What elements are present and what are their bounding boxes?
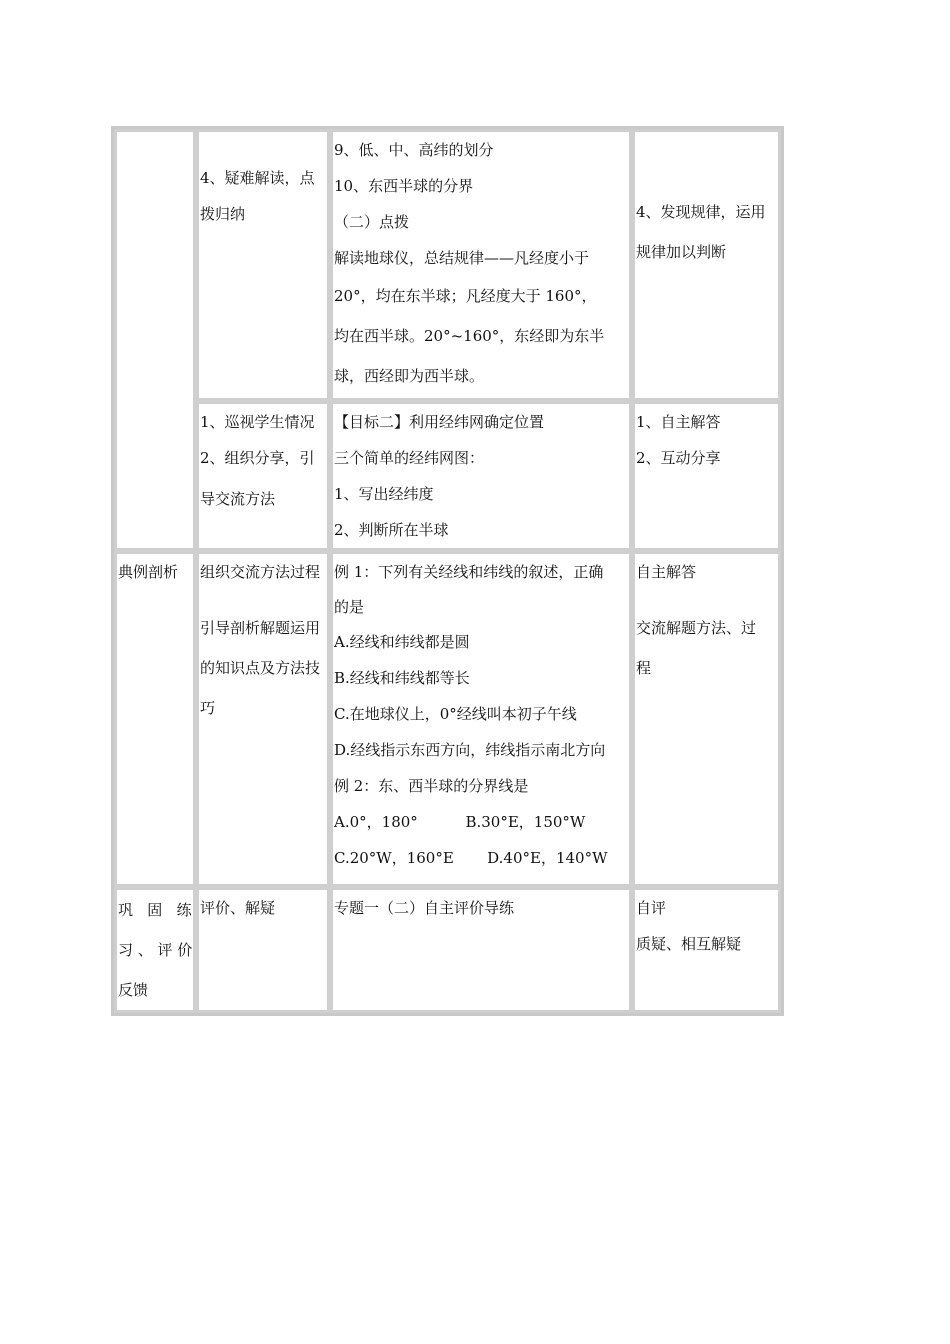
student-activity-cell: [632, 551, 781, 887]
table-row: [114, 551, 781, 887]
student-line: 规律加以判断: [636, 243, 727, 261]
student-line: 4、发现规律，运用: [636, 203, 766, 221]
content-line: 例 2：东、西半球的分界线是: [334, 777, 529, 795]
content-cell: [330, 551, 632, 887]
content-line: 10、东西半球的分界: [334, 177, 474, 195]
content-cell: [330, 401, 632, 551]
teacher-activity-cell: [196, 551, 330, 887]
teacher-line: 4、疑难解读，点: [200, 169, 315, 187]
teacher-line: 引导剖析解题运用: [200, 619, 321, 637]
stage-label-line: 习 、 评 价: [118, 941, 193, 959]
teacher-line: 巧: [200, 699, 216, 717]
stage-cell: [114, 887, 196, 1013]
student-activity-cell: [632, 129, 781, 401]
stage-cell: [114, 551, 196, 887]
stage-label-line: 巩 固 练: [118, 901, 192, 919]
teacher-activity-cell: [196, 129, 330, 401]
table-row: [114, 129, 781, 401]
student-line: 2、互动分享: [636, 449, 721, 467]
teacher-line: 的知识点及方法技: [200, 659, 321, 677]
teacher-line: 组织交流方法过程: [200, 563, 321, 581]
content-line: （二）点拨: [334, 213, 410, 231]
content-line: D.经线指示东西方向，纬线指示南北方向: [334, 741, 606, 759]
student-line: 质疑、相互解疑: [636, 935, 742, 953]
content-line: A.0°，180° B.30°E，150°W: [334, 813, 586, 831]
table-row: [114, 401, 781, 551]
content-line: 【目标二】利用经纬网确定位置: [334, 413, 545, 431]
content-cell: [330, 129, 632, 401]
content-cell: [330, 887, 632, 1013]
content-line: 9、低、中、高纬的划分: [334, 141, 494, 159]
stage-label: 典例剖析: [118, 563, 179, 581]
content-line: C.在地球仪上，0°经线叫本初子午线: [334, 705, 577, 723]
content-line: 例 1：下列有关经线和纬线的叙述，正确: [334, 563, 604, 581]
student-activity-cell: [632, 887, 781, 1013]
student-activity-cell: [632, 401, 781, 551]
student-line: 交流解题方法、过: [636, 619, 757, 637]
teacher-line: 导交流方法: [200, 490, 276, 508]
content-line: 三个简单的经纬网图：: [334, 449, 485, 467]
teacher-line: 评价、解疑: [200, 899, 276, 917]
teacher-line: 2、组织分享，引: [200, 449, 315, 467]
teacher-line: 1、巡视学生情况: [200, 413, 315, 431]
lesson-plan-table: [111, 126, 784, 1016]
table-row: [114, 887, 781, 1013]
student-line: 程: [636, 659, 652, 677]
content-line: A.经线和纬线都是圆: [334, 633, 470, 651]
content-line: 2、判断所在半球: [334, 521, 449, 539]
student-line: 1、自主解答: [636, 413, 721, 431]
teacher-line: 拨归纳: [200, 205, 246, 223]
student-line: 自评: [636, 899, 667, 917]
content-line: 球，西经即为西半球。: [334, 367, 485, 385]
teacher-activity-cell: [196, 887, 330, 1013]
content-line: 20°，均在东半球；凡经度大于 160°，: [334, 287, 597, 305]
stage-cell: [114, 129, 196, 551]
content-line: 均在西半球。20°~160°，东经即为东半: [334, 327, 605, 345]
stage-label-line: 反馈: [118, 981, 149, 999]
content-line: 解读地球仪，总结规律——凡经度小于: [334, 249, 590, 267]
teacher-activity-cell: [196, 401, 330, 551]
content-line: B.经线和纬线都等长: [334, 669, 470, 687]
student-line: 自主解答: [636, 563, 697, 581]
content-line: 1、写出经纬度: [334, 485, 434, 503]
content-line: 的是: [334, 598, 365, 616]
content-line: 专题一（二）自主评价导练: [334, 899, 515, 917]
content-line: C.20°W，160°E D.40°E，140°W: [334, 849, 608, 867]
